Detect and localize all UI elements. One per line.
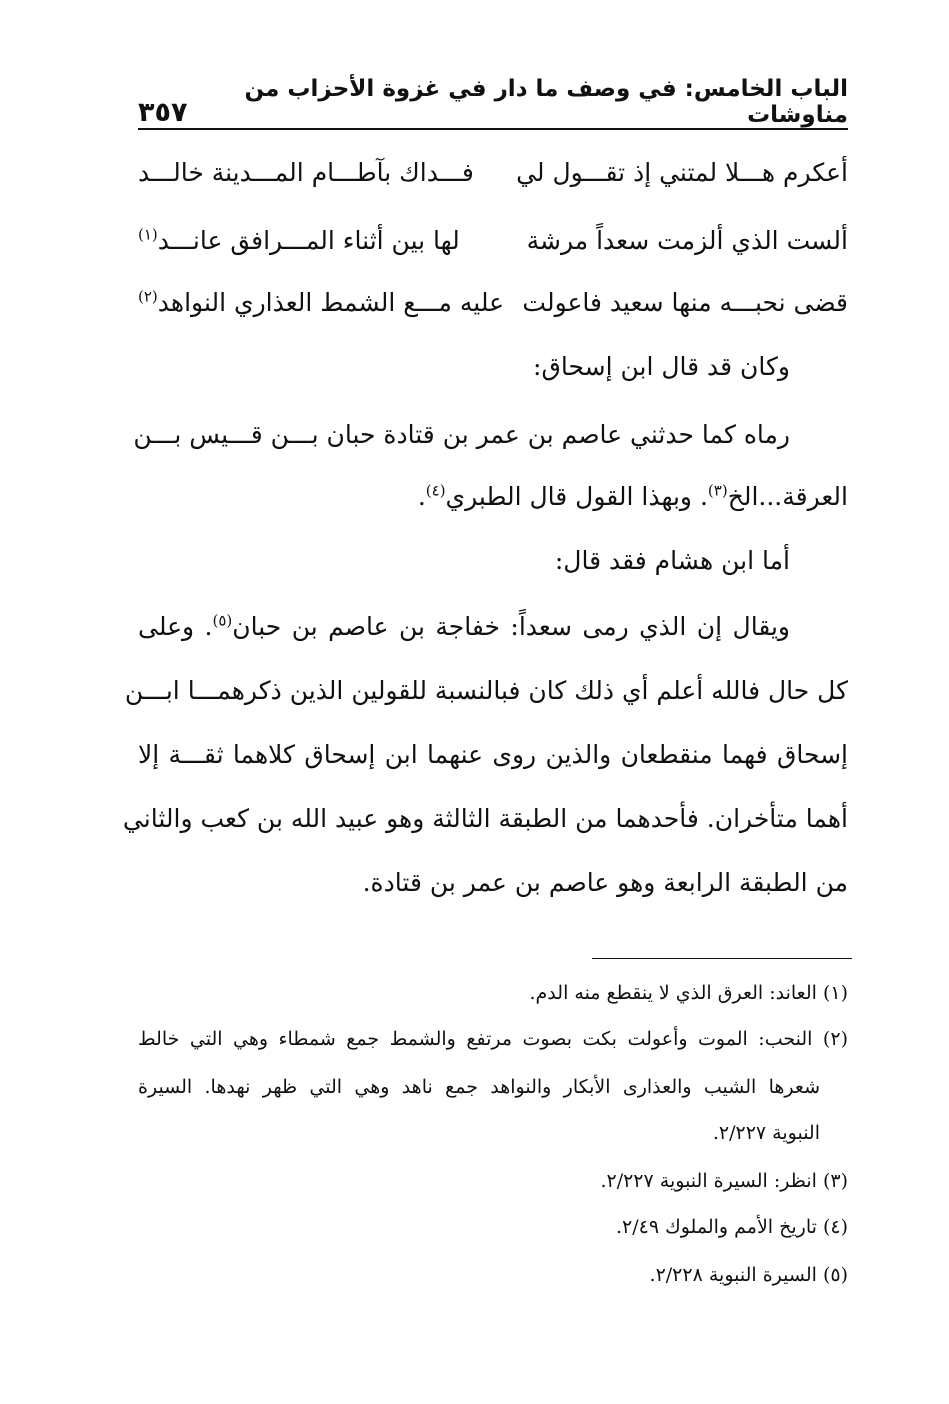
footnote-ref-1[interactable]: (١) xyxy=(138,225,158,244)
body-line-4: أما ابن هشام فقد قال: xyxy=(554,546,790,575)
verse-1-second-hemistich: فـــداك بآطـــام المـــدينة خالـــد xyxy=(138,158,474,187)
header-rule xyxy=(138,128,848,130)
body-line-9: من الطبقة الرابعة وهو عاصم بن عمر بن قتادة. xyxy=(362,868,848,897)
verse-3-first-hemistich: قضى نحبـــه منها سعيد فاعولت xyxy=(522,288,848,317)
verse-3-second-text: عليه مـــع الشمط العذاري النواهد xyxy=(157,288,505,317)
body-line-2: رماه كما حدثني عاصم بن عمر بن قتادة حبان بـــن قـــيس بـــن xyxy=(133,420,790,449)
body-line-3 xyxy=(138,482,848,511)
verse-3 xyxy=(138,288,848,328)
page-number: ٣٥٧ xyxy=(138,97,188,128)
footnote-ref-4[interactable]: (٤) xyxy=(425,481,446,500)
body-line-3-text-c: . xyxy=(417,482,426,511)
footnote-2-line-1: (٢) النحب: الموت وأعولت بكت بصوت مرتفع والشمط جمع شمطاء وهي التي خالط xyxy=(138,1028,848,1050)
body-line-7: إسحاق فهما منقطعان والذين روى عنهما ابن إسحاق كلاهما ثقـــة إلا xyxy=(138,740,848,769)
footnote-1: (١) العاند: العرق الذي لا ينقطع منه الدم. xyxy=(529,982,848,1004)
verse-1 xyxy=(138,158,848,198)
verse-2 xyxy=(138,226,848,266)
body-line-3-text-b: . وبهذا القول قال الطبري xyxy=(445,482,708,511)
body-line-3-text-a: العرقة...الخ xyxy=(727,482,848,511)
footnote-ref-2[interactable]: (٢) xyxy=(138,287,158,306)
body-line-5 xyxy=(138,612,848,641)
verse-1-first-hemistich: أعكرم هـــلا لمتني إذ تقـــول لي xyxy=(516,158,848,187)
verse-2-second-text: لها بين أثناء المـــرافق عانـــد xyxy=(157,226,460,255)
footnote-2-line-3: النبوية ٢/٢٢٧. xyxy=(712,1122,820,1144)
body-line-5-text-a: ويقال إن الذي رمى سعداً: خفاجة بن عاصم بن حبان xyxy=(232,612,790,641)
body-line-6: كل حال فالله أعلم أي ذلك كان فبالنسبة للقولين الذين ذكرهمـــا ابـــن xyxy=(124,676,848,705)
chapter-title: الباب الخامس: في وصف ما دار في غزوة الأحزاب من مناوشات xyxy=(244,76,848,128)
footnote-4: (٤) تاريخ الأمم والملوك ٢/٤٩. xyxy=(615,1216,848,1238)
body-line-5-text-b: . وعلى xyxy=(138,612,213,641)
body-line-1: وكان قد قال ابن إسحاق: xyxy=(533,352,790,381)
body-line-8: أهما متأخران. فأحدهما من الطبقة الثالثة وهو عبيد الله بن كعب والثاني xyxy=(122,804,848,833)
footnote-2-line-2: شعرها الشيب والعذارى الأبكار والنواهد جمع ناهد وهي التي ظهر نهدها. السيرة xyxy=(138,1076,820,1098)
running-header xyxy=(138,76,848,128)
verse-2-first-hemistich: ألست الذي ألزمت سعداً مرشة xyxy=(526,226,848,255)
footnote-5: (٥) السيرة النبوية ٢/٢٢٨. xyxy=(649,1264,848,1286)
footnote-rule xyxy=(592,958,852,959)
footnote-ref-3[interactable]: (٣) xyxy=(707,481,728,500)
footnote-ref-5[interactable]: (٥) xyxy=(212,611,233,630)
verse-3-second-hemistich xyxy=(138,288,504,317)
verse-2-second-hemistich xyxy=(138,226,460,255)
footnote-3: (٣) انظر: السيرة النبوية ٢/٢٢٧. xyxy=(600,1170,848,1192)
